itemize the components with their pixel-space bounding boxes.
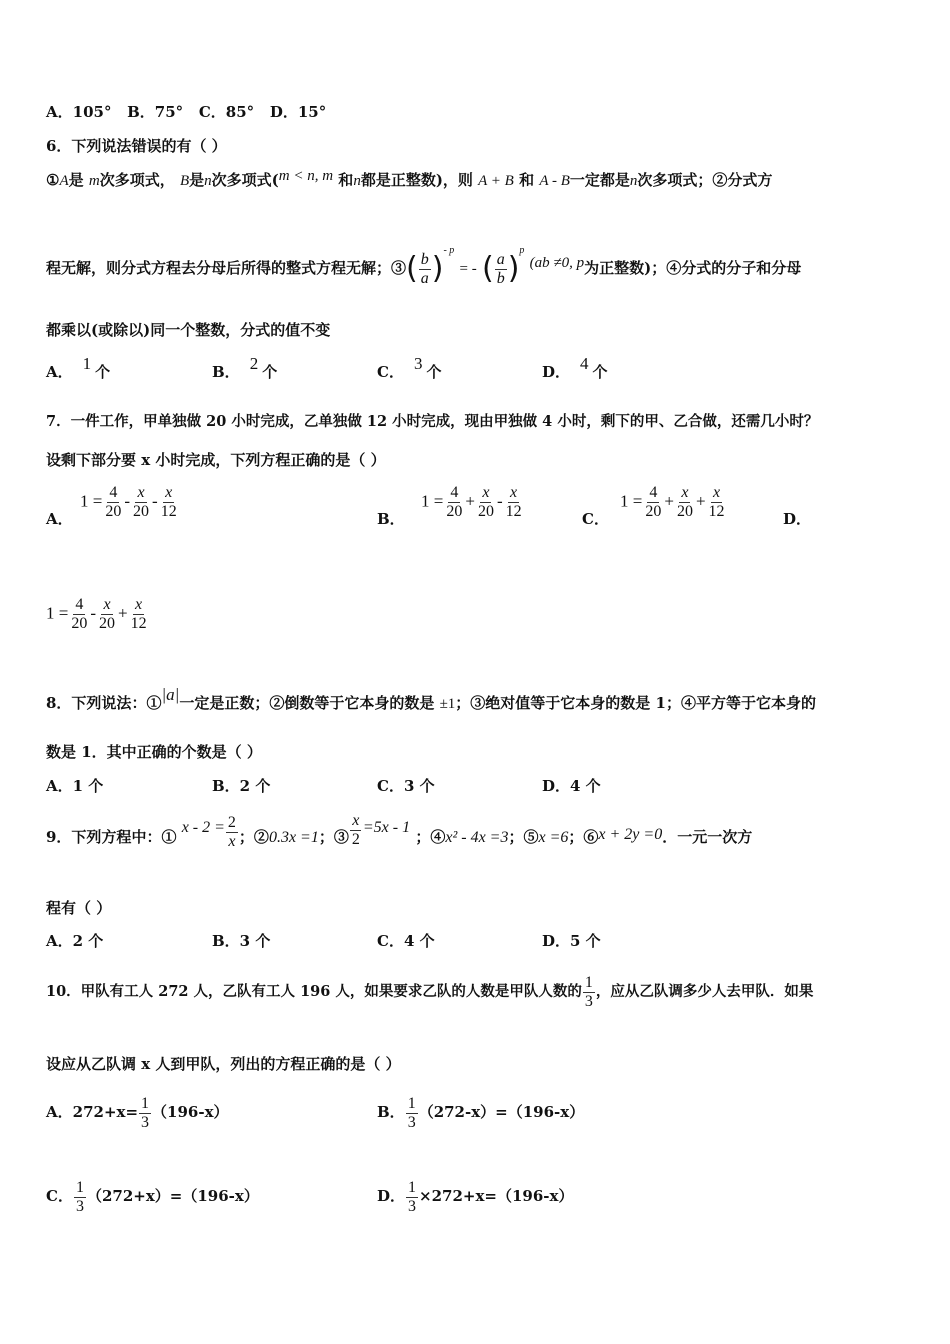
denominator: 20 (676, 503, 693, 520)
denominator: 20 (133, 503, 150, 520)
q6-var-a: A (59, 173, 69, 189)
q7-line2: 设剩下部分要 x 小时完成，下列方程正确的是（ ） (46, 451, 386, 469)
q6-line3: 都乘以(或除以)同一个整数，分式的值不变 (46, 321, 331, 339)
option-text: （272-x）=（196-x） (418, 1103, 585, 1121)
q6-option-d (542, 354, 608, 386)
option-unit: 个 (592, 363, 608, 381)
frac-a-over-b (495, 251, 507, 288)
q6-option-b (212, 354, 278, 386)
option-label: A． (46, 363, 73, 381)
denominator: 20 (645, 503, 662, 520)
eq-lhs: 1 = (620, 491, 643, 511)
q9-sep: ；⑥ (568, 828, 599, 846)
q10-frac-one-third (583, 974, 595, 1011)
frac-x-12 (159, 484, 179, 521)
q9-eq3-rhs: =5x - 1 (362, 819, 411, 836)
numerator: 4 (75, 596, 84, 613)
q10-text: 10．甲队有工人 272 人，乙队有工人 196 人，如果要求乙队的人数是甲队人数的 (46, 983, 582, 1000)
option-label: D． (542, 363, 571, 381)
q6-option-c (377, 354, 442, 386)
q6-line1 (46, 170, 772, 191)
q7-option-d-label: D． (783, 510, 812, 528)
q5-option-c: C．85° (198, 103, 255, 121)
q6-text: 一定都是 (569, 171, 630, 189)
option-text: （272+x）=（196-x） (86, 1187, 259, 1205)
frac-x-20 (97, 596, 117, 633)
frac-x-20 (476, 484, 496, 521)
q7-option-b-equation (421, 484, 525, 521)
q7-option-c-label: C． (582, 510, 609, 528)
q6-var-n: n (629, 173, 638, 189)
option-unit: 个 (426, 363, 442, 381)
q10-line1 (46, 970, 813, 1014)
q10-option-d (377, 1174, 573, 1218)
frac-one-third (406, 1095, 418, 1132)
numerator: x (712, 484, 721, 501)
option-unit: 个 (95, 363, 111, 381)
q9-text: ．一元一次方 (662, 828, 753, 846)
q9-eq3-frac (350, 812, 362, 849)
q6-condition: m < n, m (278, 168, 334, 184)
option-text: （196-x） (152, 1103, 229, 1121)
q7-option-d-equation (46, 596, 150, 633)
frac-x-12 (707, 484, 727, 521)
operator: + (664, 491, 674, 511)
q9-line1 (46, 811, 753, 859)
denominator: 3 (408, 1197, 417, 1215)
q9-line2: 程有（ ） (46, 899, 112, 917)
q6-title: 6．下列说法错误的有（ ） (46, 137, 227, 155)
frac-one-third (74, 1179, 86, 1216)
numerator: x (165, 484, 173, 501)
left-paren: ( (481, 251, 494, 286)
denominator: 3 (584, 992, 593, 1010)
equals-neg: = - (459, 261, 477, 277)
denominator: 20 (71, 615, 88, 632)
q5-option-d: D．15° (269, 103, 327, 121)
frac-x-20 (131, 484, 151, 521)
option-unit: 个 (262, 363, 278, 381)
q6-text: 都是正整数)，则 (360, 171, 473, 189)
q8-text: 8．下列说法：① (46, 694, 162, 712)
denominator: b (496, 269, 505, 287)
numerator: x (510, 484, 518, 501)
q10-option-c (46, 1174, 259, 1218)
denominator: 3 (407, 1113, 416, 1131)
option-value: 2 (249, 354, 259, 373)
q6-text: 是 (68, 171, 84, 189)
option-value: 3 (413, 354, 423, 373)
q6-text: 和 (338, 171, 354, 189)
option-text: ×272+x=（196-x） (419, 1187, 574, 1205)
q9-eq1-lhs: x - 2 = (181, 819, 225, 836)
exponent: p (519, 245, 525, 256)
denominator: 20 (446, 503, 463, 520)
q6-line2 (46, 240, 801, 290)
q9-option-b: B．3 个 (212, 932, 271, 950)
denominator: 20 (477, 503, 494, 520)
option-text: D． (377, 1187, 406, 1205)
denominator: x (228, 832, 236, 850)
q9-eq5: x =6 (538, 829, 569, 846)
denominator: 2 (351, 830, 360, 848)
numerator: x (352, 811, 360, 829)
numerator: 1 (75, 1178, 84, 1196)
exponent: - p (443, 245, 455, 256)
q10-text: ，应从乙队调多少人去甲队．如果 (595, 983, 814, 1000)
operator: - (496, 491, 503, 511)
q9-text: 9．下列方程中：① (46, 828, 177, 846)
frac-4-20 (69, 596, 89, 633)
q6-a-minus-b: A - B (539, 173, 570, 189)
q9-eq4: x² - 4x =3 (445, 829, 509, 846)
q8-line1 (46, 685, 816, 714)
denominator: 12 (505, 503, 522, 520)
q6-text: 次多项式；②分式方 (637, 171, 773, 189)
operator: - (90, 603, 97, 623)
numerator: 2 (227, 813, 236, 831)
eq-lhs: 1 = (80, 491, 103, 511)
frac-4-20 (643, 484, 663, 521)
q10-line2: 设应从乙队调 x 人到甲队，列出的方程正确的是（ ） (46, 1055, 401, 1073)
q9-sep: ；② (238, 828, 269, 846)
frac-4-20 (444, 484, 464, 521)
numerator: 1 (141, 1094, 150, 1112)
frac-x-20 (675, 484, 695, 521)
numerator: x (103, 596, 111, 613)
q10-option-a (46, 1090, 229, 1134)
q6-option-a (46, 354, 111, 386)
denominator: 12 (708, 503, 725, 520)
q7-line1: 7．一件工作，甲单独做 20 小时完成，乙单独做 12 小时完成，现由甲独做 4 小时，剩下的甲、乙合做，还需几小时？ (46, 413, 819, 430)
option-label: B． (212, 363, 240, 381)
eq-lhs: 1 = (46, 603, 69, 623)
q5-option-b: B．75° (127, 103, 184, 121)
option-value: 1 (82, 354, 92, 373)
right-paren: ) (431, 251, 444, 286)
numerator: x (137, 484, 145, 501)
q8-option-c: C．3 个 (377, 777, 435, 795)
q6-condition2: (ab ≠0, p (529, 255, 585, 271)
option-text: A．272+x= (46, 1103, 139, 1121)
denominator: a (420, 269, 429, 287)
q7-option-c-equation (620, 484, 728, 521)
q6-var-n: n (353, 173, 361, 189)
numerator: x (135, 596, 143, 613)
q9-sep: ；④ (415, 828, 446, 846)
q6-text: 程无解，则分式方程去分母后所得的整式方程无解；③ (46, 259, 407, 277)
q10-option-b (377, 1090, 584, 1134)
numerator: 1 (408, 1178, 417, 1196)
q8-line2: 数是 1．其中正确的个数是（ ） (46, 743, 262, 761)
q6-var-n: n (204, 173, 212, 189)
q9-option-d: D．5 个 (542, 932, 601, 950)
numerator: x (681, 484, 689, 501)
operator: - (124, 491, 131, 511)
q8-text: 一定是正数；②倒数等于它本身的数是 (179, 694, 435, 712)
q6-text: 次多项式( (211, 171, 279, 189)
numerator: 1 (407, 1094, 416, 1112)
frac-b-over-a (419, 251, 431, 288)
frac-one-third (406, 1179, 418, 1216)
operator: - (152, 491, 158, 511)
q7-option-a-label: A． (46, 510, 73, 528)
left-paren: ( (406, 251, 418, 286)
q6-a-plus-b: A + B (478, 173, 514, 189)
q5-options (46, 102, 326, 122)
option-text: C． (46, 1187, 73, 1205)
denominator: 3 (141, 1113, 150, 1131)
q6-text: 次多项式， (99, 171, 175, 189)
q9-sep: ；⑤ (508, 828, 539, 846)
right-paren: ) (507, 251, 520, 286)
eq-lhs: 1 = (421, 491, 444, 511)
option-text: B． (377, 1103, 405, 1121)
denominator: 12 (130, 615, 147, 632)
q9-eq1-frac (226, 814, 238, 851)
q9-sep: ；③ (318, 828, 349, 846)
q8-plus-minus-one: ±1 (439, 696, 456, 712)
numerator: 4 (649, 484, 658, 501)
frac-x-12 (129, 596, 149, 633)
numerator: 4 (450, 484, 459, 501)
q6-var-b: B (179, 173, 190, 189)
q5-option-a: A．105° (46, 103, 112, 121)
q9-eq2: 0.3x =1 (268, 829, 319, 846)
numerator: 4 (109, 484, 118, 501)
q8-option-b: B．2 个 (212, 777, 271, 795)
q6-text: 是 (189, 171, 205, 189)
q8-option-d: D．4 个 (542, 777, 601, 795)
numerator: b (420, 250, 429, 268)
numerator: x (482, 484, 490, 501)
q9-eq6: x + 2y =0 (598, 826, 663, 843)
frac-one-third (139, 1095, 151, 1132)
q6-var-m: m (88, 173, 100, 189)
q9-option-a: A．2 个 (46, 932, 104, 950)
operator: + (465, 491, 475, 511)
frac-4-20 (103, 484, 123, 521)
operator: + (695, 491, 706, 511)
q6-text: ① (46, 171, 60, 189)
frac-x-12 (504, 484, 524, 521)
q8-abs-a: |a| (161, 685, 180, 704)
denominator: 20 (99, 615, 116, 632)
q9-option-c: C．4 个 (377, 932, 435, 950)
option-label: C． (377, 363, 404, 381)
q7-option-b-label: B． (377, 510, 405, 528)
operator: + (118, 603, 128, 623)
q8-text: ；③绝对值等于它本身的数是 1；④平方等于它本身的 (455, 694, 816, 712)
q8-option-a: A．1 个 (46, 777, 104, 795)
numerator: a (496, 250, 505, 268)
denominator: 12 (160, 503, 177, 520)
denominator: 3 (75, 1197, 84, 1215)
numerator: 1 (584, 973, 593, 991)
q6-text: 和 (519, 171, 535, 189)
option-value: 4 (580, 354, 589, 373)
denominator: 20 (105, 503, 122, 520)
q7-option-a-equation (80, 484, 180, 521)
q6-text: 为正整数)；④分式的分子和分母 (584, 259, 802, 277)
